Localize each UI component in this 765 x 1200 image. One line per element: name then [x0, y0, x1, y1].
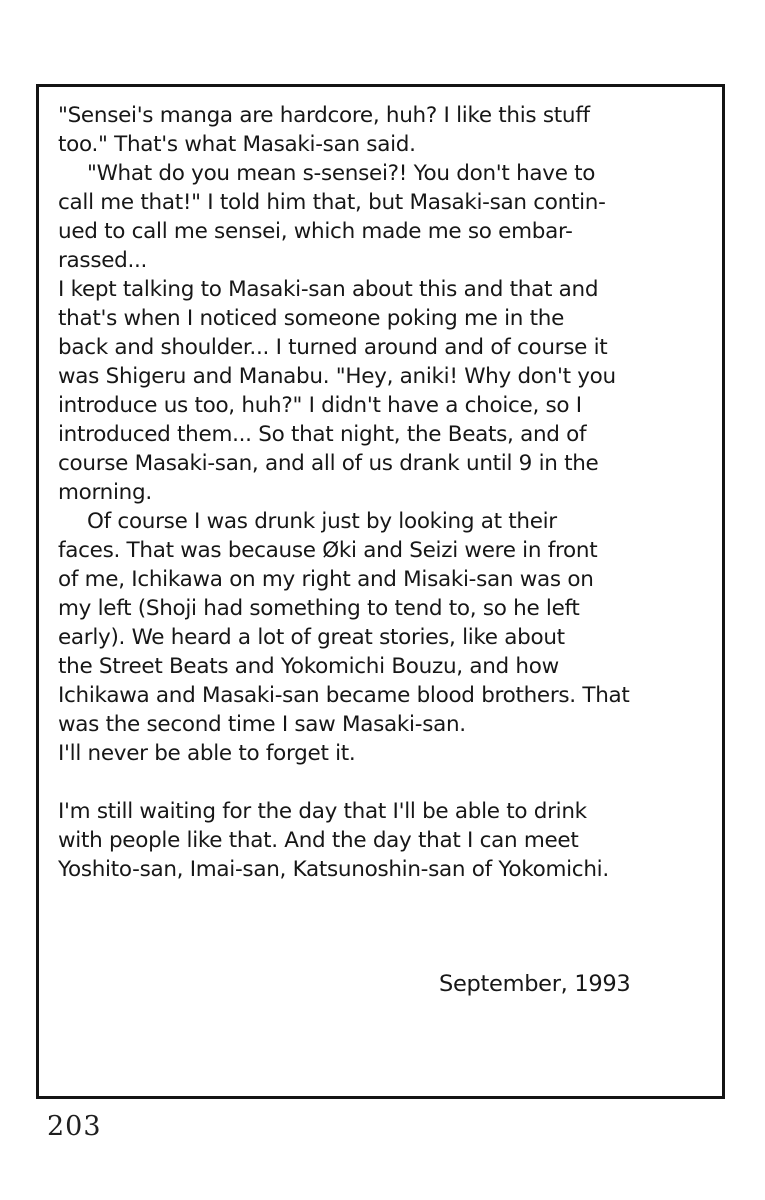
text-line: with people like that. And the day that I can meet [58, 828, 579, 853]
text-line: was the second time I saw Masaki-san. [58, 712, 466, 737]
afterword-text-box [36, 84, 725, 1099]
blank-line [58, 768, 708, 797]
vertical-spacer [58, 884, 708, 970]
text-line: I'll never be able to forget it. [58, 741, 356, 766]
text-line: was Shigeru and Manabu. "Hey, aniki! Why don't you [58, 364, 616, 389]
text-line: introduced them... So that night, the Beats, and of [58, 422, 587, 447]
page-number: 203 [47, 1111, 102, 1142]
text-line: that's when I noticed someone poking me in the [58, 306, 565, 331]
text-line: Yoshito-san, Imai-san, Katsunoshin-san of Yokomichi. [58, 857, 609, 882]
text-line: early). We heard a lot of great stories, like about [58, 625, 565, 650]
text-line: course Masaki-san, and all of us drank until 9 in the [58, 451, 599, 476]
text-line: back and shoulder... I turned around and of course it [58, 335, 608, 360]
afterword-date: September, 1993 [439, 971, 631, 997]
text-line: Ichikawa and Masaki-san became blood brothers. That [58, 683, 630, 708]
text-line: ued to call me sensei, which made me so embar- [58, 219, 573, 244]
text-line: introduce us too, huh?" I didn't have a choice, so I [58, 393, 582, 418]
text-line: of me, Ichikawa on my right and Misaki-san was on [58, 567, 594, 592]
text-line: morning. [58, 480, 152, 505]
text-line: call me that!" I told him that, but Masaki-san contin- [58, 190, 606, 215]
text-line: rassed... [58, 248, 148, 273]
text-line: the Street Beats and Yokomichi Bouzu, and how [58, 654, 559, 679]
text-line: "What do you mean s-sensei?! You don't have to [87, 161, 596, 186]
text-line: I'm still waiting for the day that I'll be able to drink [58, 799, 587, 824]
text-line: faces. That was because Øki and Seizi were in front [58, 538, 598, 563]
text-line: I kept talking to Masaki-san about this and that and [58, 277, 599, 302]
text-line: my left (Shoji had something to tend to, so he left [58, 596, 580, 621]
text-line: Of course I was drunk just by looking at their [87, 509, 557, 534]
text-line: too." That's what Masaki-san said. [58, 132, 416, 157]
text-line: "Sensei's manga are hardcore, huh? I like this stuff [58, 103, 590, 128]
